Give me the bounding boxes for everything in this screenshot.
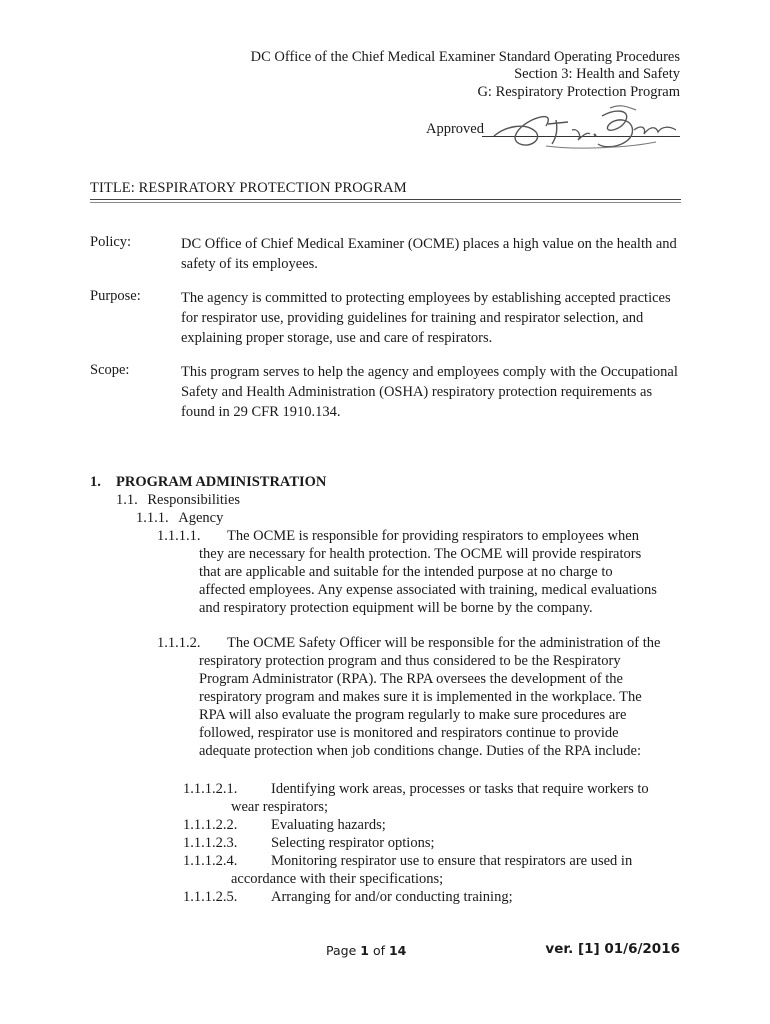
duty-text: Monitoring respirator use to ensure that respirators are used in <box>271 853 633 869</box>
paragraph-1-1-1-2-line: followed, respirator use is monitored and respirators continue to provide <box>199 725 619 741</box>
header-line-3: G: Respiratory Protection Program <box>477 84 680 100</box>
version-label: ver. [1] 01/6/2016 <box>545 941 680 957</box>
paragraph-1-1-1-1-line: and respiratory protection equipment will be borne by the company. <box>199 600 593 616</box>
duty-text-continuation: accordance with their specifications; <box>231 871 444 887</box>
section-heading <box>90 474 326 491</box>
paragraph-1-1-1-2-line: respiratory program and makes sure it is implemented in the workplace. The <box>199 689 642 705</box>
paragraph-1-1-1-1-line: they are necessary for health protection. The OCME will provide respirators <box>199 546 642 562</box>
paragraph-1-1-1-2-line: RPA will also evaluate the program regularly to make sure procedures are <box>199 707 627 723</box>
page-word: Page <box>326 943 357 958</box>
paragraph-1-1-1-1-number: 1.1.1.1. <box>157 528 201 544</box>
duty-number: 1.1.1.2.2. <box>183 817 238 833</box>
paragraph-1-1-1-2-line: respiratory protection program and thus considered to be the Respiratory <box>199 653 621 669</box>
page-total: 14 <box>388 943 407 958</box>
policy-label: Policy: <box>90 234 132 250</box>
paragraph-1-1-1-1-line: The OCME is responsible for providing respirators to employees when <box>227 528 639 544</box>
subsection-number: 1.1.1. <box>136 510 169 526</box>
purpose-text: The agency is committed to protecting employees by establishing accepted practices for respirator use, providing guidelines for training and respirator selection, and explaining proper storage, use and care of respirators. <box>181 290 671 346</box>
scope-label: Scope: <box>90 362 130 378</box>
duty-text: Selecting respirator options; <box>271 835 435 851</box>
section-number: 1. <box>90 474 101 490</box>
paragraph-1-1-1-2-line: adequate protection when job conditions change. Duties of the RPA include: <box>199 743 642 759</box>
paragraph-1-1-1-1-line: that are applicable and suitable for the intended purpose at no charge to <box>199 564 613 580</box>
duty-number: 1.1.1.2.1. <box>183 781 238 797</box>
subsection-1-1 <box>116 491 240 509</box>
subsection-1-1-1 <box>136 509 223 527</box>
signature-image <box>486 104 686 154</box>
paragraph-1-1-1-2-line: Program Administrator (RPA). The RPA oversees the development of the <box>199 671 623 687</box>
duty-number: 1.1.1.2.3. <box>183 835 238 851</box>
paragraph-1-1-1-2-number: 1.1.1.2. <box>157 635 201 651</box>
approved-label: Approved <box>426 121 484 137</box>
paragraph-1-1-1-1-line: affected employees. Any expense associated with training, medical evaluations <box>199 582 657 598</box>
duty-number: 1.1.1.2.5. <box>183 889 238 905</box>
paragraph-1-1-1-2-line: The OCME Safety Officer will be responsible for the administration of the <box>227 635 661 651</box>
title-divider <box>90 199 681 203</box>
of-word: of <box>372 943 385 958</box>
document-title: TITLE: RESPIRATORY PROTECTION PROGRAM <box>90 180 407 196</box>
duty-text: Evaluating hazards; <box>271 817 386 833</box>
subsection-title: Agency <box>178 510 224 526</box>
header-line-2: Section 3: Health and Safety <box>514 66 680 82</box>
scope-text: This program serves to help the agency and employees comply with the Occupational Safety and Health Administration (OSHA) respiratory protection requirements as found in 29 CFR 1910.134. <box>181 364 678 420</box>
subsection-title: Responsibilities <box>147 492 241 508</box>
policy-text: DC Office of Chief Medical Examiner (OCME) places a high value on the health and safety of its employees. <box>181 236 677 272</box>
duty-text: Identifying work areas, processes or tasks that require workers to <box>271 781 649 797</box>
purpose-label: Purpose: <box>90 288 141 304</box>
header-line-1: DC Office of the Chief Medical Examiner Standard Operating Procedures <box>250 49 680 65</box>
duty-number: 1.1.1.2.4. <box>183 853 238 869</box>
duty-text: Arranging for and/or conducting training; <box>271 889 513 905</box>
subsection-number: 1.1. <box>116 492 138 508</box>
section-title: PROGRAM ADMINISTRATION <box>116 474 327 490</box>
page-number <box>326 943 406 958</box>
duty-text-continuation: wear respirators; <box>231 799 329 815</box>
page-current: 1 <box>360 943 369 958</box>
